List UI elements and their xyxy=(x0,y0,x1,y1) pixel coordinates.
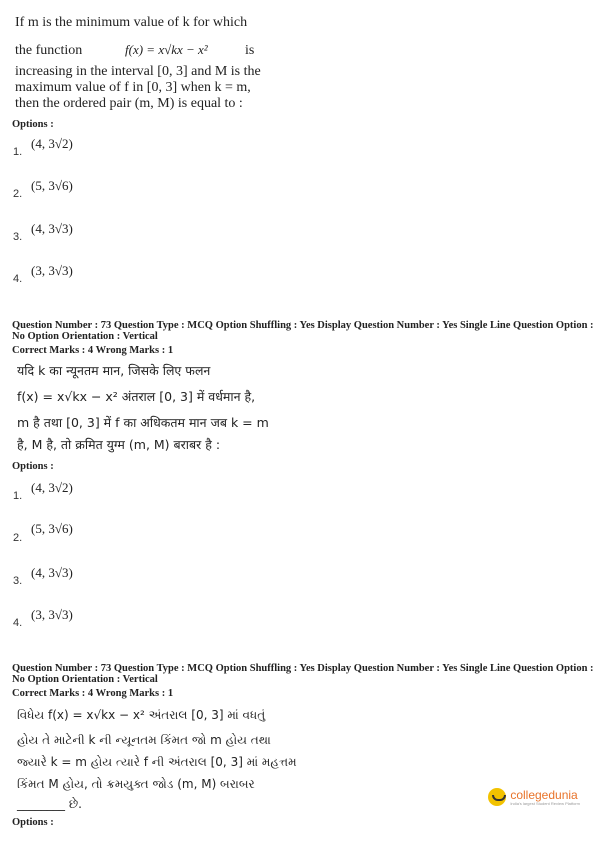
logo-text: collegedunia xyxy=(510,787,578,802)
option-number: 2. xyxy=(13,532,23,544)
option-value[interactable]: (5, 3√6) xyxy=(31,178,73,193)
option-number: 1. xyxy=(13,146,23,158)
gujarati-line-4: કિંમત M હોય, તો ક્રમયુક્ત જોડ (m, M) બરાબર xyxy=(17,777,255,791)
option-value[interactable]: (3, 3√3) xyxy=(31,607,73,622)
option-number: 4. xyxy=(13,273,23,285)
options-label: Options : xyxy=(12,119,54,130)
option-value[interactable]: (4, 3√2) xyxy=(31,136,73,151)
function-expression: f(x) = x√kx − x² xyxy=(125,42,208,57)
question-line-5: then the ordered pair (m, M) is equal to : xyxy=(15,96,243,111)
question-header-2: No Option Orientation : Vertical xyxy=(12,331,158,342)
gujarati-line-3: જ્યારે k = m હોય ત્યારે f ની અંતરાલ [0, 3] માં મહત્તમ xyxy=(17,755,297,769)
marks-info: Correct Marks : 4 Wrong Marks : 1 xyxy=(12,345,174,356)
option-number: 4. xyxy=(13,617,23,629)
option-value[interactable]: (4, 3√3) xyxy=(31,565,73,580)
options-label: Options : xyxy=(12,817,54,828)
option-number: 3. xyxy=(13,575,23,587)
option-value[interactable]: (5, 3√6) xyxy=(31,521,73,536)
hindi-line-4: है, M है, तो क्रमित युग्म (m, M) बराबर है : xyxy=(17,437,221,452)
hindi-line-2: f(x) = x√kx − x² अंतराल [0, 3] में वर्धमान है, xyxy=(17,389,256,404)
marks-info: Correct Marks : 4 Wrong Marks : 1 xyxy=(12,688,174,699)
option-value[interactable]: (4, 3√2) xyxy=(31,480,73,495)
hindi-line-3: m है तथा [0, 3] में f का अधिकतम मान जब k = m xyxy=(17,415,269,430)
option-number: 1. xyxy=(13,490,23,502)
hindi-line-1: यदि k का न्यूनतम मान, जिसके लिए फलन xyxy=(17,363,211,378)
question-line-4: maximum value of f in [0, 3] when k = m, xyxy=(15,80,251,95)
logo-tagline: India's largest Student Review Platform xyxy=(510,800,580,806)
question-line-1: If m is the minimum value of k for which xyxy=(15,15,248,30)
mascot-icon xyxy=(488,788,506,806)
question-line-3: increasing in the interval [0, 3] and M is the xyxy=(15,64,261,79)
option-number: 3. xyxy=(13,231,23,243)
question-header: Question Number : 73 Question Type : MCQ Option Shuffling : Yes Display Question Number : Yes Single Line Question Option : xyxy=(12,320,594,331)
gujarati-line-5: ________ છે. xyxy=(17,797,82,811)
question-line-2-right: is xyxy=(245,43,255,58)
option-number: 2. xyxy=(13,188,23,200)
question-line-2-left: the function xyxy=(15,43,83,58)
option-value[interactable]: (3, 3√3) xyxy=(31,263,73,278)
gujarati-line-1: વિધેય f(x) = x√kx − x² અંતરાલ [0, 3] માં વધતું xyxy=(17,708,266,722)
question-header-2: No Option Orientation : Vertical xyxy=(12,674,158,685)
gujarati-line-2: હોય તે માટેની k ની ન્યૂનતમ કિંમત જો m હોય તથા xyxy=(17,733,271,747)
option-value[interactable]: (4, 3√3) xyxy=(31,221,73,236)
options-label: Options : xyxy=(12,461,54,472)
collegedunia-logo xyxy=(488,788,580,806)
question-header: Question Number : 73 Question Type : MCQ Option Shuffling : Yes Display Question Number : Yes Single Line Question Option : xyxy=(12,663,594,674)
